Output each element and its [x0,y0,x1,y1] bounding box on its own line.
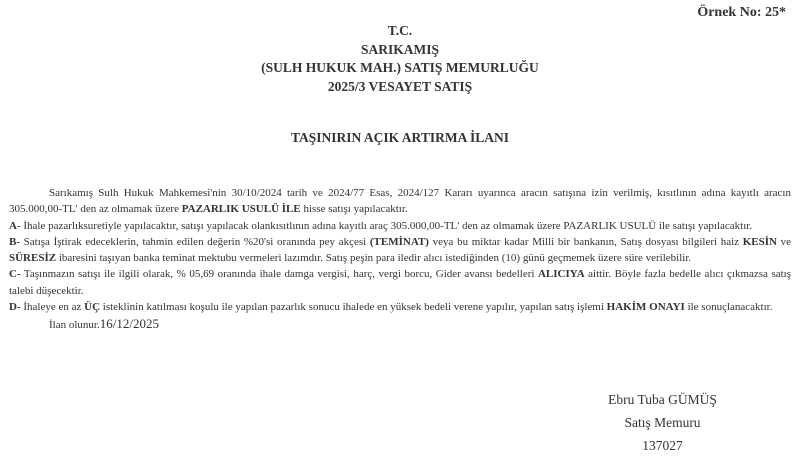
clause-b-text-3: ve [776,235,792,248]
document-header [0,22,800,96]
announcement-line [49,316,791,333]
signer-number: 137027 [642,438,683,453]
intro-text-2: hisse satışı yapılacaktır. [300,203,408,216]
clause-b-label: B- [9,235,20,248]
intro-text-1: Sarıkamış Sulh Hukuk Mahkemesi'nin 30/10/2024 tarih ve 2024/77 Esas, 2024/127 Kararı uyarınca aracın satışına izin verilmiş, kısıtlının adına kayıtlı aracın 305.000,00-TL' den az olmamak üzere [9,187,791,216]
intro-paragraph [9,185,791,218]
sample-number: Örnek No: 25* [697,5,786,20]
clause-c-bold-1: ALICIYA [537,268,585,281]
clause-d-text-3: ile sonuçlanacaktır. [684,301,773,314]
clause-b-text-4: ibaresini taşıyan banka teminat mektubu vermeleri lazımdır. Satış peşin para iledir alıcı istediğinden (10) günü geçmemek üzere süre verilebilir. [56,252,692,265]
clause-c [9,266,791,299]
header-line-office: (SULH HUKUK MAH.) SATIŞ MEMURLUĞU [261,60,539,75]
clause-b-text-1: Satışa İştirak edeceklerin, tahmin edilen değerin %20'si oranında pey akçesi [20,235,370,248]
clause-b-text-2: veya bu miktar kadar Milli bir bankanın, Satış dosyası bilgileri haiz [428,235,743,248]
clause-d-label: D- [9,301,21,314]
signer-role: Satış Memuru [624,415,701,430]
clause-d-bold-1: ÜÇ [84,301,101,314]
announcement-label: İlan olunur. [49,319,100,332]
notice-body [9,185,791,334]
clause-b-bold-3: SÜRESİZ [9,252,57,265]
announcement-date: 16/12/2025 [99,316,159,332]
intro-bold-1: PAZARLIK USULÜ İLE [181,203,301,216]
clause-c-text-2: aittir. Böyle fazla bedelle alıcı çıkmazsa satış talebi düşecektir. [9,268,792,297]
header-line-tc: T.C. [387,23,413,38]
signer-name: Ebru Tuba GÜMÜŞ [608,392,717,407]
clause-a-text: İhale pazarlıksuretiyle yapılacaktır, satışı yapılacak olankısıtlının adına kayıtlı araç 305.000,00-TL' den az olmamak üzere PAZARLIK USULÜ ile satışı yapılacaktır. [20,219,753,232]
clause-a [9,218,791,234]
header-line-city: SARIKAMIŞ [360,41,439,57]
clause-a-label: A- [9,219,21,232]
clause-d-text-2: isteklinin katılması koşulu ile yapılan pazarlık sonucu ihalede en yüksek bedeli verene yapılır, yapılan satış işlemi [100,301,607,314]
clause-b-bold-1: (TEMİNAT) [369,235,429,248]
clause-c-label: C- [9,268,21,281]
notice-title: TAŞINIRIN AÇIK ARTIRMA İLANI [291,130,509,145]
clause-b-bold-2: KESİN [742,235,777,248]
clause-d-text-1: İhaleye en az [20,301,85,314]
clause-b [9,234,791,267]
clause-d [9,299,791,315]
clause-c-text-1: Taşınmazın satışı ile ilgili olarak, % 05,69 oranında ihale damga vergisi, harç, vergi borcu, Gider avansı bedelleri [20,268,538,281]
clause-d-bold-2: HAKİM ONAYI [606,301,685,314]
header-line-case: 2025/3 VESAYET SATIŞ [327,78,473,94]
signature-block [580,388,745,457]
